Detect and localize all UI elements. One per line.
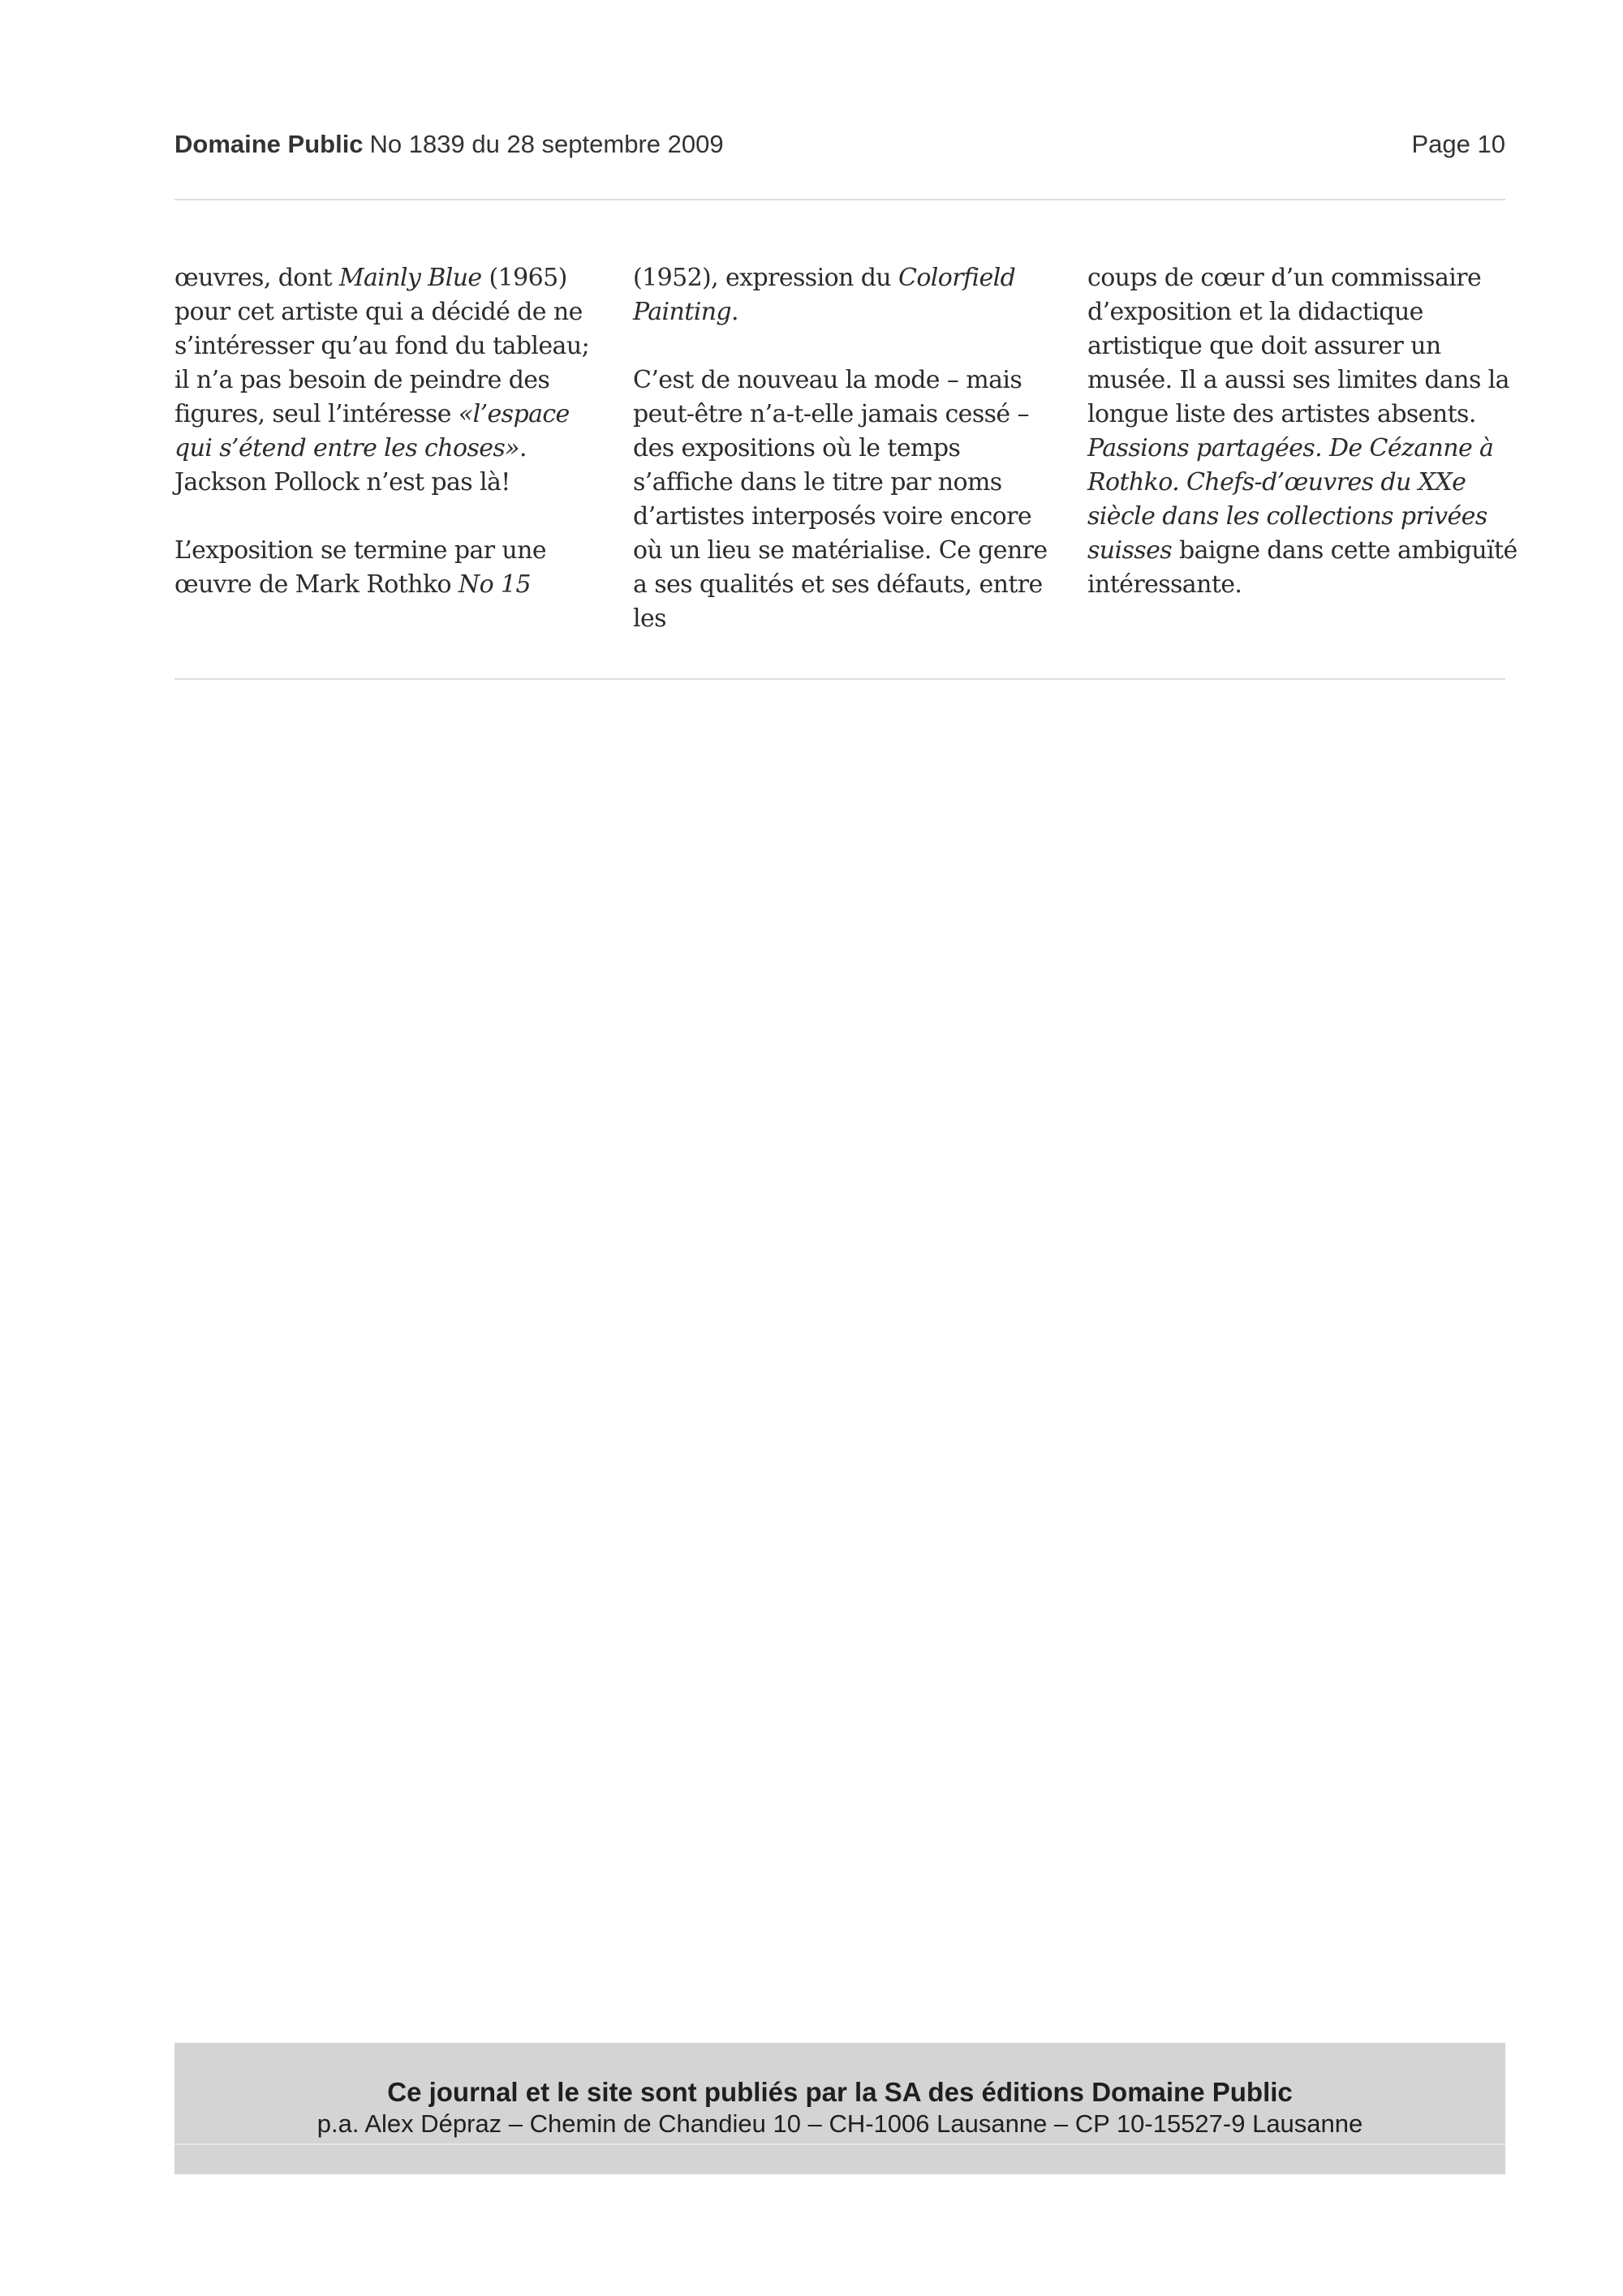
- text-run: coups de cœur d’un commissaire d’exposition et la didactique artistique que doit assurer un musée. Il a aussi ses limites dans la longue liste des artistes absents.: [1087, 264, 1509, 428]
- publisher-statement: Ce journal et le site sont publiés par la SA des éditions Domaine Public: [387, 2077, 1293, 2107]
- article-body: [174, 261, 1518, 651]
- article-end-divider: [174, 678, 1505, 680]
- text-run: baigne dans cette ambiguïté intéressante.: [1087, 536, 1518, 599]
- text-run: . Jackson Pollock n’est pas là!: [174, 434, 527, 497]
- text-run: (1952), expression du: [633, 264, 898, 292]
- paragraph: [174, 534, 605, 602]
- footer-band-divider: [174, 2143, 1505, 2145]
- paragraph: [1087, 261, 1518, 602]
- text-run: œuvres, dont: [174, 264, 339, 292]
- header-divider: [174, 199, 1505, 200]
- quotation: «l’espace qui s’étend entre les choses»: [174, 400, 570, 462]
- artwork-title: No 15: [458, 570, 531, 599]
- page-number: Page 10: [1411, 130, 1505, 158]
- text-run: .: [731, 298, 738, 326]
- text-run: L’exposition se termine par une œuvre de Mark Rothko: [174, 536, 547, 599]
- text-column-1: [174, 261, 605, 602]
- publisher-footer: [174, 2043, 1505, 2174]
- paragraph: [633, 363, 1063, 636]
- text-run: C’est de nouveau la mode – mais peut-être n’a-t-elle jamais cessé – des expositions où le temps s’affiche dans le titre par noms d’artistes interposés voire encore où un lieu se matérialise. Ce genre a ses qualités et ses défauts, entre les: [633, 366, 1048, 633]
- artwork-title: Mainly Blue: [338, 264, 482, 292]
- publisher-address: p.a. Alex Dépraz – Chemin de Chandieu 10 – CH-1006 Lausanne – CP 10-15527-9 Lausanne: [316, 2109, 1363, 2138]
- page-header: [174, 130, 1505, 170]
- publication-name: Domaine Public: [174, 130, 364, 158]
- paragraph: [174, 261, 605, 500]
- text-run: (1965) pour cet artiste qui a décidé de ne s’intéresser qu’au fond du tableau; il n’a pas besoin de peindre des figures, seul l’intéresse: [174, 264, 590, 428]
- art-movement: Colorfield Painting: [633, 264, 1016, 326]
- paragraph: [633, 261, 1063, 329]
- text-column-2: [633, 261, 1063, 636]
- text-column-3: [1087, 261, 1518, 602]
- issue-info: No 1839 du 28 septembre 2009: [369, 130, 724, 158]
- exhibition-title: Passions partagées. De Cézanne à Rothko. Chefs-d’œuvres du XXe siècle dans les collections privées suisses: [1087, 434, 1494, 565]
